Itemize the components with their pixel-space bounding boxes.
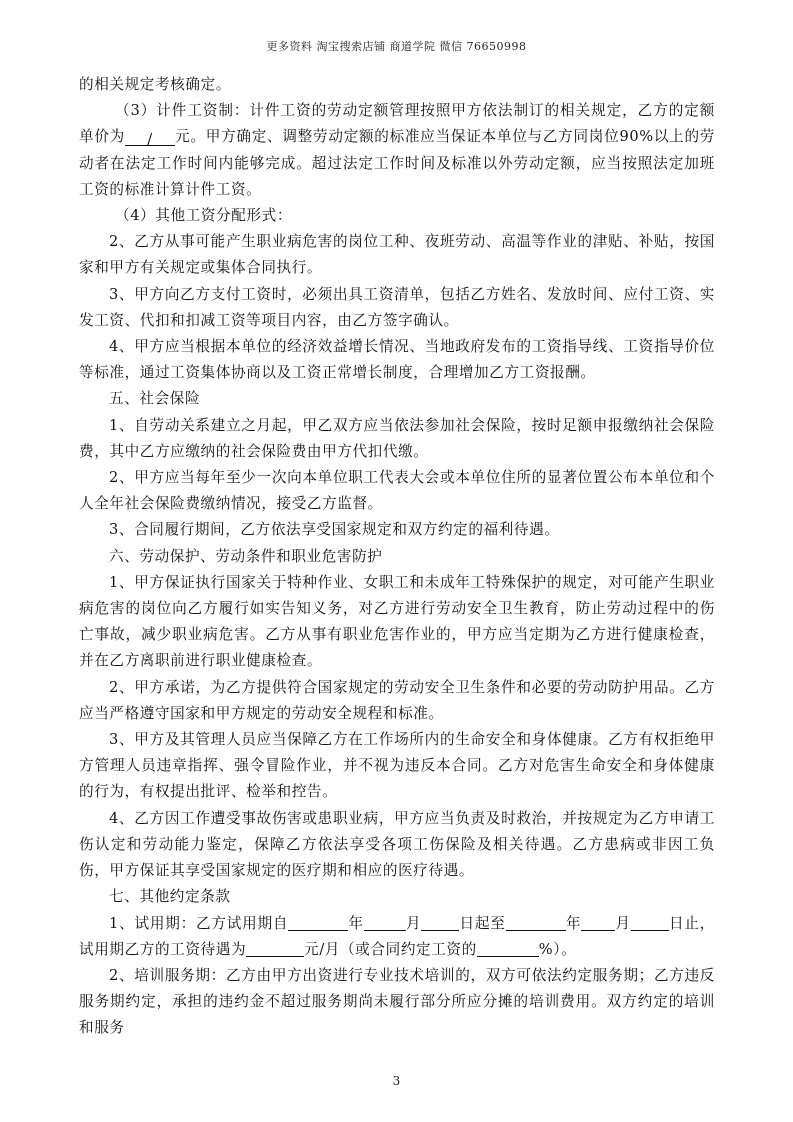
paragraph: 3、甲方及其管理人员应当保障乙方在工作场所内的生命安全和身体健康。乙方有权拒绝甲方管理人员违章指挥、强令冒险作业，并不视为违反本合同。乙方对危害生命安全和身体健康的行为，有权提出批评、检举和控告。: [79, 731, 715, 801]
start-day-field[interactable]: [421, 912, 459, 931]
paragraph: 2、甲方承诺，为乙方提供符合国家规定的劳动安全卫生条件和必要的劳动防护用品。乙方应当严格遵守国家和甲方规定的劳动安全规程和标准。: [79, 678, 715, 722]
paragraph-probation: [79, 911, 715, 963]
end-year-field[interactable]: [506, 912, 566, 931]
end-month-field[interactable]: [581, 912, 615, 931]
unit-price-field[interactable]: /: [125, 127, 175, 146]
page-number: 3: [392, 1074, 401, 1088]
paragraph-piecework-wage: [79, 98, 715, 203]
text-segment: 月: [405, 914, 422, 932]
text-segment: 日起至: [459, 914, 506, 932]
paragraph: 2、乙方从事可能产生职业病危害的岗位工种、夜班劳动、高温等作业的津贴、补贴，按国家和甲方有关规定或集体合同执行。: [79, 233, 715, 277]
text-segment: 日止，试用期乙方的工资待遇为: [79, 914, 715, 958]
start-month-field[interactable]: [364, 912, 406, 931]
paragraph: （4）其他工资分配形式：: [115, 207, 293, 225]
text-segment: 元/月（或合同约定工资的: [304, 940, 477, 958]
paragraph: 4、甲方应当根据本单位的经济效益增长情况、当地政府发布的工资指导线、工资指导价位等标准，通过工资集体协商以及工资正常增长制度，合理增加乙方工资报酬。: [79, 338, 715, 382]
section-heading: 七、其他约定条款: [109, 888, 231, 906]
paragraph: 的相关规定考核确定。: [79, 76, 231, 93]
text-segment: 元。甲方确定、调整劳动定额的标准应当保证本单位与乙方同岗位90%以上的劳动者在法定工作时间内能够完成。超过法定工作时间及标准以外劳动定额，应当按照法定加班工资的标准计算计件工资。: [79, 128, 715, 198]
text-segment: 年: [348, 914, 364, 932]
page-header: 更多资料 淘宝搜索店铺 商道学院 微信 76650998: [266, 40, 527, 53]
section-heading: 六、劳动保护、劳动条件和职业危害防护: [109, 547, 383, 565]
paragraph: 1、自劳动关系建立之月起，甲乙双方应当依法参加社会保险，按时足额申报缴纳社会保险费，其中乙方应缴纳的社会保险费由甲方代扣代缴。: [79, 416, 715, 460]
end-day-field[interactable]: [631, 912, 669, 931]
paragraph: 3、合同履行期间，乙方依法享受国家规定和双方约定的福利待遇。: [109, 521, 560, 539]
start-year-field[interactable]: [288, 912, 348, 931]
text-segment: （3）计件工资制：计件工资的劳动定额管理按照甲方依法制订的相关规定，乙方的定额单价为: [79, 102, 715, 146]
text-segment: 年: [565, 914, 582, 932]
paragraph: 3、甲方向乙方支付工资时，必须出具工资清单，包括乙方姓名、发放时间、应付工资、实发工资、代扣和扣减工资等项目内容，由乙方签字确认。: [79, 285, 715, 329]
paragraph: 2、培训服务期：乙方由甲方出资进行专业技术培训的，双方可依法约定服务期；乙方违反服务期约定，承担的违约金不超过服务期尚未履行部分所应分摊的培训费用。双方约定的培训和服务: [79, 966, 715, 1037]
section-heading: 五、社会保险: [109, 390, 201, 408]
paragraph: 2、甲方应当每年至少一次向本单位职工代表大会或本单位住所的显著位置公布本单位和个人全年社会保险费缴纳情况，接受乙方监督。: [79, 469, 715, 513]
text-segment: %）。: [538, 940, 577, 958]
document-body: [79, 72, 715, 1042]
probation-wage-field[interactable]: [246, 938, 304, 957]
text-segment: 1、试用期：乙方试用期自: [109, 914, 289, 932]
paragraph: 4、乙方因工作遭受事故伤害或患职业病，甲方应当负责及时救治，并按规定为乙方申请工伤认定和劳动能力鉴定，保障乙方依法享受各项工伤保险及相关待遇。乙方患病或非因工负伤，甲方保证其享受国家规定的医疗期和相应的医疗待遇。: [79, 809, 715, 880]
paragraph: 1、甲方保证执行国家关于特种作业、女职工和未成年工特殊保护的规定，对可能产生职业病危害的岗位向乙方履行如实告知义务，对乙方进行劳动安全卫生教育，防止劳动过程中的伤亡事故，减少职业病危害。乙方从事有职业危害作业的，甲方应当定期为乙方进行健康检查，并在乙方离职前进行职业健康检查。: [79, 573, 715, 670]
text-segment: 月: [615, 914, 631, 932]
wage-percent-field[interactable]: [477, 938, 539, 957]
